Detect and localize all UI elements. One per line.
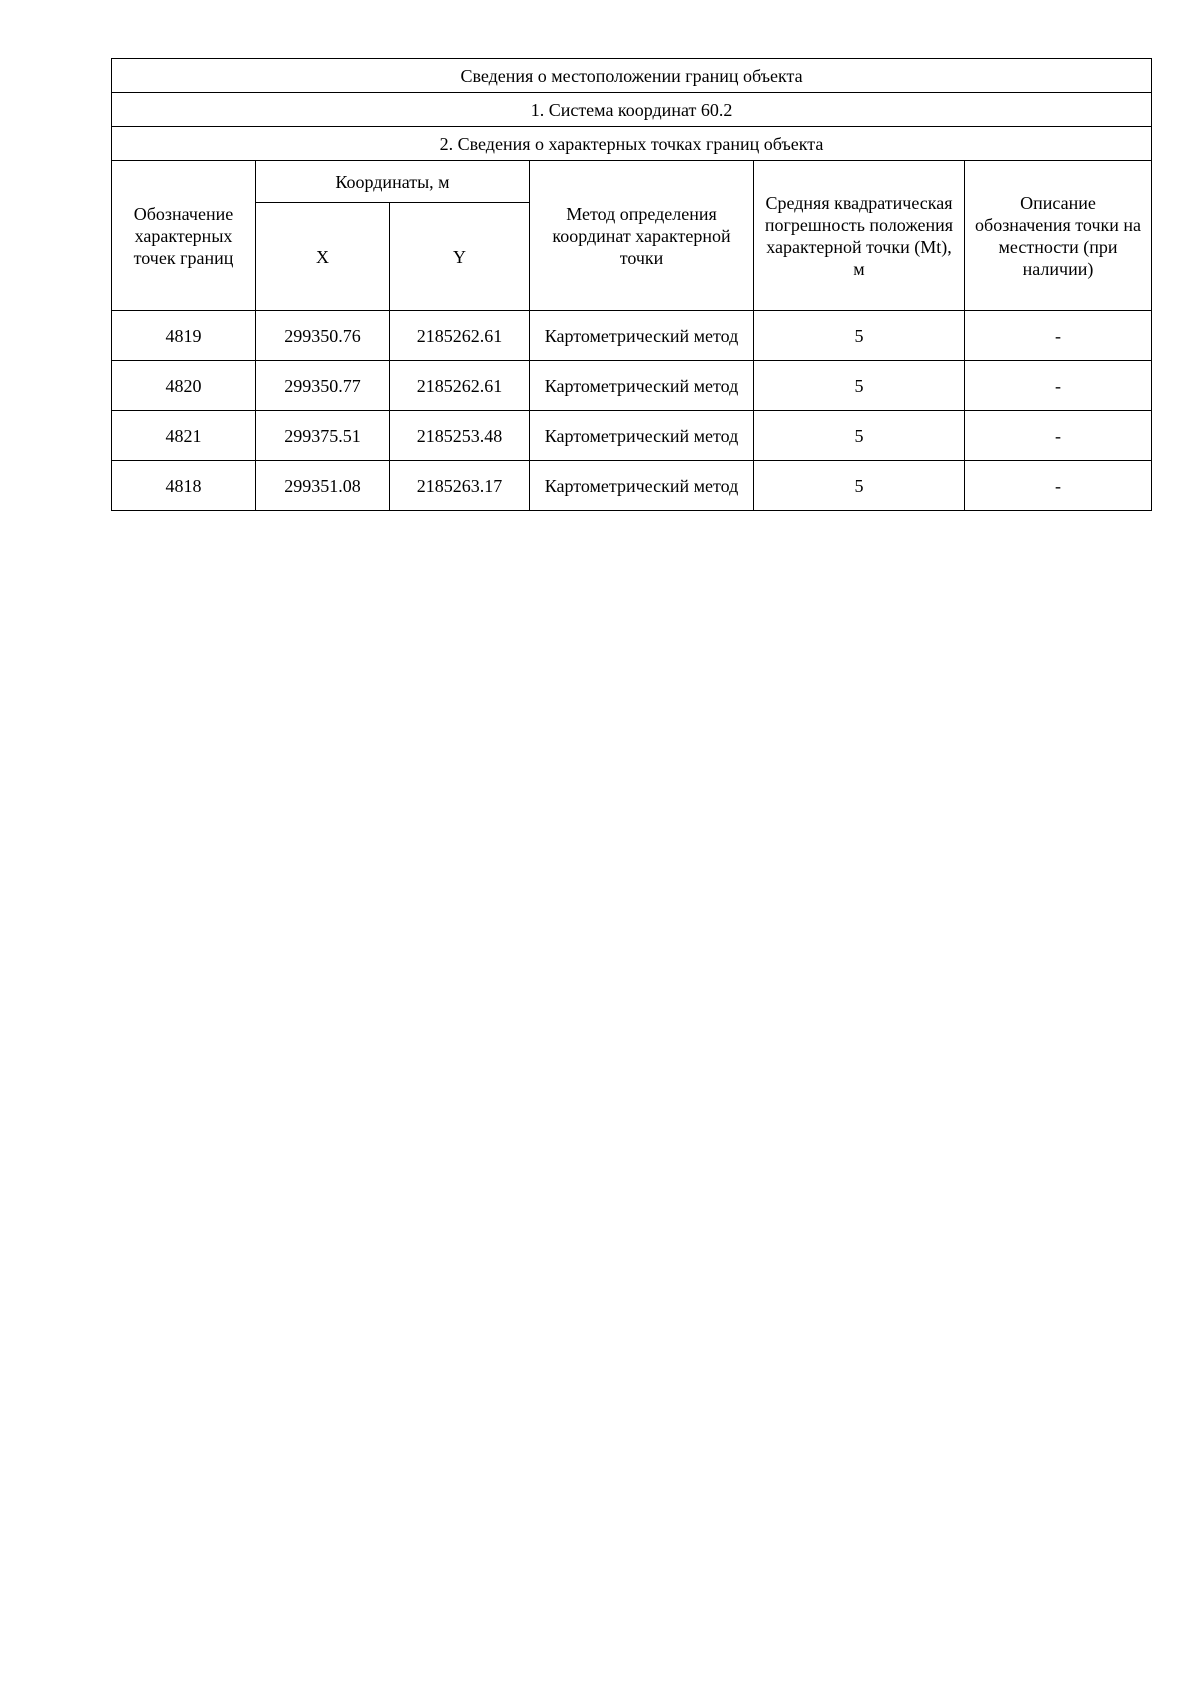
cell-y: 2185262.61 [390, 361, 530, 411]
header-error: Средняя квадратическая погрешность положения характерной точки (Mt), м [754, 161, 965, 311]
cell-description: - [965, 311, 1152, 361]
title-row [112, 59, 1152, 93]
cell-description: - [965, 461, 1152, 511]
cell-y: 2185263.17 [390, 461, 530, 511]
points-section-row [112, 127, 1152, 161]
cell-x: 299375.51 [256, 411, 390, 461]
table-row [112, 461, 1152, 511]
cell-x: 299351.08 [256, 461, 390, 511]
cell-y: 2185253.48 [390, 411, 530, 461]
cell-point: 4818 [112, 461, 256, 511]
boundary-points-table [111, 58, 1152, 511]
header-method: Метод определения координат характерной точки [530, 161, 754, 311]
points-section-label: 2. Сведения о характерных точках границ объекта [112, 127, 1152, 161]
cell-error: 5 [754, 411, 965, 461]
header-designation: Обозначение характерных точек границ [112, 161, 256, 311]
cell-point: 4820 [112, 361, 256, 411]
coord-system-row [112, 93, 1152, 127]
coord-system-label: 1. Система координат 60.2 [112, 93, 1152, 127]
cell-x: 299350.77 [256, 361, 390, 411]
cell-point: 4819 [112, 311, 256, 361]
cell-method: Картометрический метод [530, 311, 754, 361]
header-y: Y [390, 203, 530, 311]
cell-description: - [965, 361, 1152, 411]
table-title: Сведения о местоположении границ объекта [112, 59, 1152, 93]
cell-error: 5 [754, 361, 965, 411]
cell-y: 2185262.61 [390, 311, 530, 361]
header-row-top [112, 161, 1152, 203]
cell-error: 5 [754, 461, 965, 511]
table-row [112, 311, 1152, 361]
cell-method: Картометрический метод [530, 461, 754, 511]
header-x: X [256, 203, 390, 311]
header-coordinates: Координаты, м [256, 161, 530, 203]
table-row [112, 411, 1152, 461]
cell-description: - [965, 411, 1152, 461]
header-description: Описание обозначения точки на местности (при наличии) [965, 161, 1152, 311]
cell-method: Картометрический метод [530, 411, 754, 461]
cell-point: 4821 [112, 411, 256, 461]
table-row [112, 361, 1152, 411]
cell-x: 299350.76 [256, 311, 390, 361]
cell-method: Картометрический метод [530, 361, 754, 411]
cell-error: 5 [754, 311, 965, 361]
